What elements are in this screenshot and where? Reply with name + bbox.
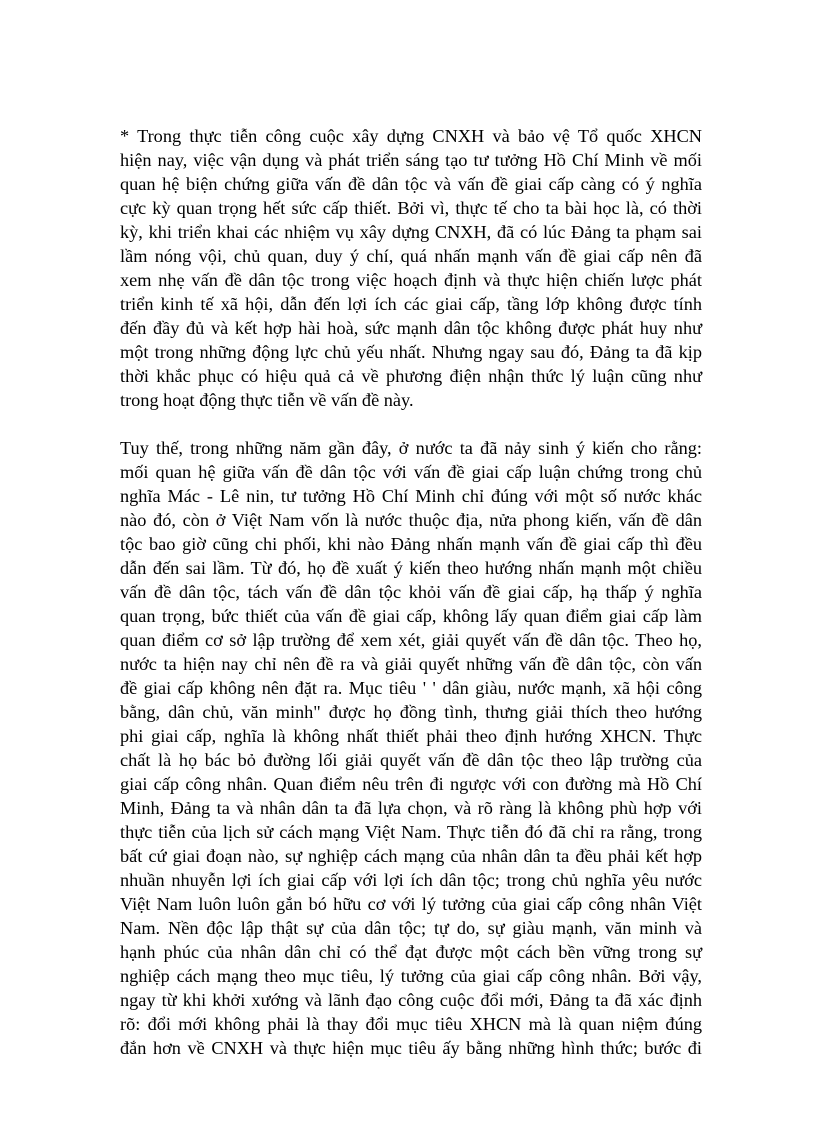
text-line: đề giai cấp không nên đặt ra. Mục tiêu ' ' dân giàu, nước mạnh, xã hội công [120,678,702,698]
text-line: nước ta hiện nay chỉ nên đề ra và giải quyết những vấn đề dân tộc, còn vấn [120,654,702,674]
text-line: trong hoạt động thực tiễn về vấn đề này. [120,390,414,410]
text-line: Minh, Đảng ta và nhân dân ta đã lựa chọn, và rõ ràng là không phù hợp với [120,798,702,818]
text-line: bất cứ giai đoạn nào, sự nghiệp cách mạng của nhân dân ta đều phải kết hợp [120,846,702,866]
text-line: phi giai cấp, nghĩa là không nhất thiết phải theo định hướng XHCN. Thực [120,726,702,746]
text-line: xem nhẹ vấn đề dân tộc trong việc hoạch định và thực hiện chiến lược phát [120,270,702,290]
text-line: rõ: đổi mới không phải là thay đổi mục tiêu XHCN mà là quan niệm đúng [120,1014,702,1034]
text-line: bằng, dân chủ, văn minh" được họ đồng tình, thưng giải thích theo hướng [120,702,702,722]
text-line: nào đó, còn ở Việt Nam vốn là nước thuộc địa, nửa phong kiến, vấn đề dân [120,510,702,530]
text-line: * Trong thực tiễn công cuộc xây dựng CNXH và bảo vệ Tổ quốc XHCN [120,126,702,146]
text-line: lầm nóng vội, chủ quan, duy ý chí, quá nhấn mạnh vấn đề giai cấp nên đã [120,246,702,266]
text-line: tộc bao giờ cũng chi phối, khi nào Đảng nhấn mạnh vấn đề giai cấp thì đều [120,534,702,554]
text-line: chất là họ bác bỏ đường lối giải quyết vấn đề dân tộc theo lập trường của [120,750,702,770]
text-line: hạnh phúc của nhân dân chỉ có thể đạt được một cách bền vững trong sự [120,942,702,962]
text-line: triển kinh tế xã hội, dẫn đến lợi ích các giai cấp, tầng lớp không được tính [120,294,702,314]
text-line: nghĩa Mác - Lê nin, tư tưởng Hồ Chí Minh chỉ đúng với một số nước khác [120,486,702,506]
text-line: Nam. Nền độc lập thật sự của dân tộc; tự do, sự giàu mạnh, văn minh và [120,918,702,938]
text-line: giai cấp công nhân. Quan điểm nêu trên đi ngược với con đường mà Hồ Chí [120,774,702,794]
text-line: dẫn đến sai lầm. Từ đó, họ đề xuất ý kiến theo hướng nhấn mạnh một chiều [120,558,702,578]
document-body [120,124,702,1060]
text-line: quan hệ biện chứng giữa vấn đề dân tộc và vấn đề giai cấp càng có ý nghĩa [120,174,702,194]
text-line: vấn đề dân tộc, tách vấn đề dân tộc khỏi vấn đề giai cấp, hạ thấp ý nghĩa [120,582,702,602]
text-line: thực tiễn của lịch sử cách mạng Việt Nam. Thực tiễn đó đã chỉ ra rằng, trong [120,822,702,842]
text-line: quan trọng, bức thiết của vấn đề giai cấp, không lấy quan điểm giai cấp làm [120,606,702,626]
text-line: thời khắc phục có hiệu quả cả về phương điện nhận thức lý luận cũng như [120,366,702,386]
paragraph-1 [120,124,702,412]
text-line: kỳ, khi triển khai các nhiệm vụ xây dựng CNXH, đã có lúc Đảng ta phạm sai [120,222,702,242]
text-line: nhuần nhuyễn lợi ích giai cấp với lợi ích dân tộc; trong chủ nghĩa yêu nước [120,870,702,890]
text-line: Việt Nam luôn luôn gắn bó hữu cơ với lý tưởng của giai cấp công nhân Việt [120,894,702,914]
text-line: ngay từ khi khởi xướng và lãnh đạo công cuộc đổi mới, Đảng ta đã xác định [120,990,702,1010]
text-line: nghiệp cách mạng theo mục tiêu, lý tưởng của giai cấp công nhân. Bởi vậy, [120,966,702,986]
text-line: quan điểm cơ sở lập trường để xem xét, giải quyết vấn đề dân tộc. Theo họ, [120,630,702,650]
text-line: mối quan hệ giữa vấn đề dân tộc với vấn đề giai cấp luận chứng trong chủ [120,462,702,482]
paragraph-2 [120,436,702,1060]
text-line: đắn hơn về CNXH và thực hiện mục tiêu ấy bằng những hình thức; bước đi [120,1038,702,1058]
text-line: Tuy thế, trong những năm gần đây, ở nước ta đã nảy sinh ý kiến cho rằng: [120,438,702,458]
text-line: đến đầy đủ và kết hợp hài hoà, sức mạnh dân tộc không được phát huy như [120,318,702,338]
text-line: một trong những động lực chủ yếu nhất. Nhưng ngay sau đó, Đảng ta đã kịp [120,342,702,362]
text-line: hiện nay, việc vận dụng và phát triển sáng tạo tư tưởng Hồ Chí Minh về mối [120,150,702,170]
text-line: cực kỳ quan trọng hết sức cấp thiết. Bởi vì, thực tế cho ta bài học là, có thời [120,198,702,218]
